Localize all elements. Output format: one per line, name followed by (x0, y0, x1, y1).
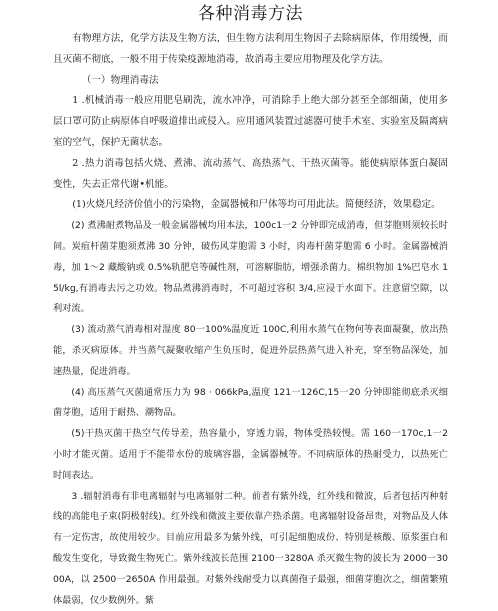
paragraph-mechanical: 1 .机械消毒一般应用肥皂刷洗，流水冲净，可消除手上绝大部分甚至全部细菌，使用多层口罩可防止病原体自呼吸道排出或侵入。应用通风装置过滤器可使手术室、实验室及隔离病室的空气，保护无菌状态。 (53, 95, 448, 148)
paragraph-dry-heat: (5)干热灭菌干热空气传导差，热容量小，穿透力弱，物体受热较慢。需 160一170c,1一2 小时才能灭菌。适用于不能带水份的玻璃容器，金属器械等。不同病原体的热耐受力，以热死亡时间表达。 (53, 428, 448, 481)
paragraph-flowing-steam: (3) 流动蒸气消毒相对湿度 80一100%温度近 100C,利用水蒸气在物何等表面凝聚，放出热能，杀灭病原体。并当蒸气凝聚收缩产生负压时，促进外层热蒸气进入补充，穿至物品深处，加速热量，促进消毒。 (53, 324, 448, 377)
document-title: 各种消毒方法 (198, 4, 303, 24)
paragraph-boiling: (2) 煮沸耐煮物品及一般金属器械均用本法，100c1一2 分钟即完成消毒，但芽胞则须较长时间。炭疽杆菌芽胞须煮沸 30 分钟，破伤风芽胞需 3 小时，肉毒杆菌芽胞需 6 小时。金属器械消毒，加 1〜2 藏酸钠或 0.5%轨肥皂等碱性剂，可溶解脂肪，增强杀菌力。棉织物加 1%巴皂水 15l/kg,有消毒去污之功效。物品煮沸消毒时，不可超过容积 3/4,应浸于水面下。注意留空隙，以利对流。 (53, 220, 448, 315)
paragraph-intro: 有物理方法，化学方法及生物方法，但生物方法利用生物因子去除病原体，作用缓慢，而且灭菌不彻底，一般不用于传染疫源地消毒，故消毒主要应用物理及化学方法。 (53, 33, 448, 65)
paragraph-thermal: 2 .热力消毒包括火烧、煮沸、流动蒸气、高热蒸气、干热灭菌等。能使病原体蛋白凝固变性，失去正常代谢•机能。 (53, 157, 448, 190)
paragraph-burning: (1)火烧凡经济价值小的污染物，金属器械和尸体等均可用此法。简便经济，效果稳定。 (72, 199, 441, 211)
paragraph-pressure-steam: (4) 高压蒸气灭菌通常压力为 98 · 066kPa,温度 121一126C,15一20 分钟即能彻底杀灭细菌芽胞，适用于耐热、潮物品。 (53, 386, 448, 419)
paragraph-radiation: 3 .辐射消毒有非电离辐射与电离辐射二种。前者有紫外线，红外线和微波，后者包括丙种射线的高能电子束(阴极射线)。红外线和微波主要依靠产热杀菌。电离辐射设备昂贵，对物品及人体有一定伤害，故使用较少。目前应用最多为紫外线，可引起细胞成份、特别是核酸、原浆蛋白和酸发生变化，导致微生物死亡。紫外线波长范围 2100一3280A 杀灭微生物的波长为 2000一3000A，以 2500一2650A 作用最强。对紫外线耐受力以真菌孢子最强，细菌芽胞次之，细菌繁殖体最弱，仅少数例外。紫 (53, 490, 448, 606)
section-heading-physical: （一）物理消毒法 (81, 74, 159, 86)
